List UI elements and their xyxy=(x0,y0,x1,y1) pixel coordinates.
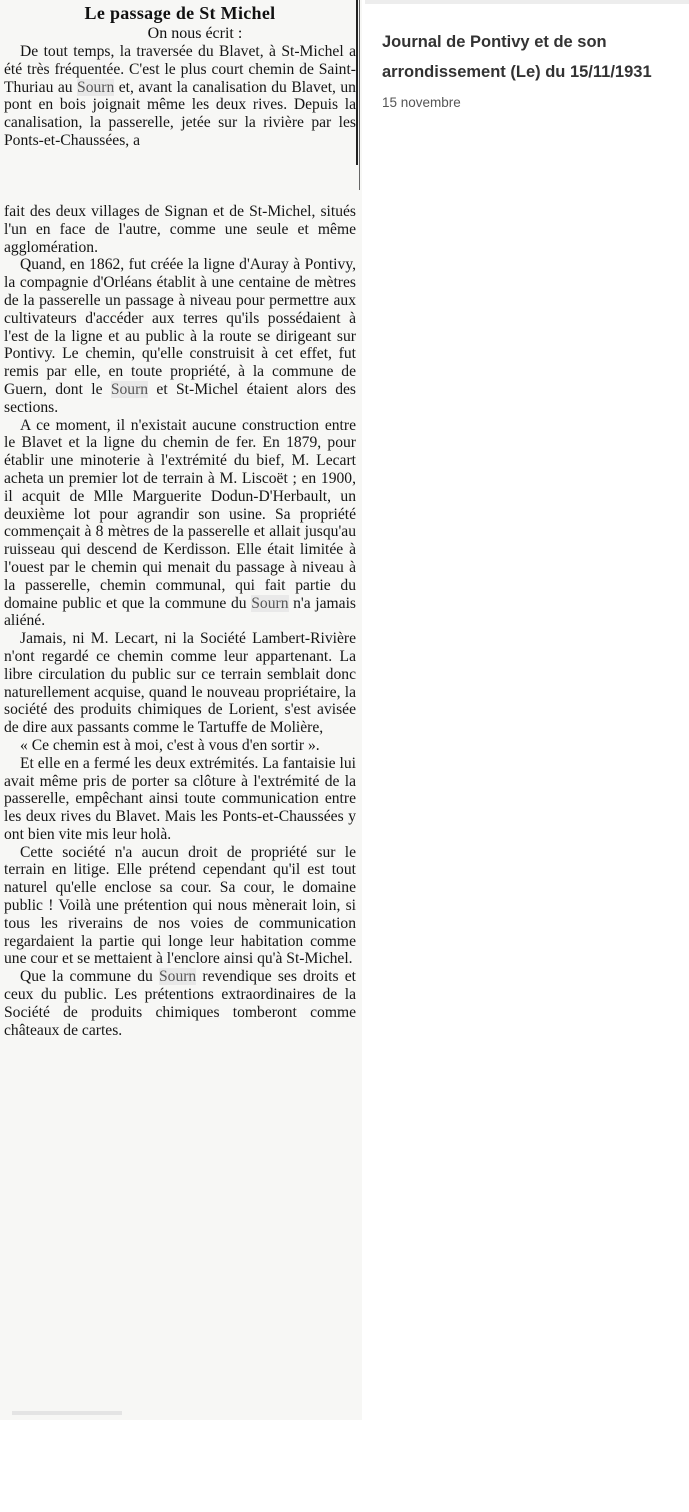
article-paragraph: Et elle en a fermé les deux extrémités. La fantaisie lui avait même pris de porter sa clôture à l'extrémité de la passerelle, empêchant ainsi toute communication entre les deux rives du Blavet. Mais les Ponts-et-Chaussées y ont bien vite mis leur holà. xyxy=(4,754,356,843)
clipping-column-bottom xyxy=(4,203,356,1403)
column-rule-thin xyxy=(359,0,360,190)
glossary-term[interactable]: Sourn xyxy=(251,594,289,612)
article-headline: Le passage de St Michel xyxy=(84,3,276,23)
article-quote: « Ce chemin est à moi, c'est à vous d'en sortir ». xyxy=(20,736,320,754)
newspaper-clipping xyxy=(0,0,362,1420)
scan-footer-mark xyxy=(12,1411,122,1415)
article-byline: On nous écrit : xyxy=(147,25,243,42)
article-paragraph: A ce moment, il n'existait aucune construction entre le Blavet et la ligne du chemin de fer. En 1879, pour établir une minoterie à l'extrémité du bief, M. Lecart acheta un premier lot de terrain à M. Liscoët ; en 1900, il acquit de Mlle Marguerite Dodun-D'Herbault, un deuxième lot pour agrandir son usine. Sa propriété commençait à 8 mètres de la passerelle et allait jusqu'au ruisseau qui descend de Kerdisson. Elle était limitée à l'ouest par le chemin qui menait du passage à niveau à la passerelle, chemin communal, qui fait partie du domaine public et que la commune du Sourn n'a jamais aliéné. xyxy=(4,416,356,630)
source-panel-topbar xyxy=(365,0,689,4)
article-paragraph: Jamais, ni M. Lecart, ni la Société Lambert-Rivière n'ont regardé ce chemin comme leur appartenant. La libre circulation du public sur ce terrain semblait donc naturellement acquise, quand le nouveau propriétaire, la société des produits chimiques de Lorient, s'est avisée de dire aux passants comme le Tartuffe de Molière, xyxy=(4,630,356,737)
column-rule xyxy=(356,0,358,165)
glossary-term[interactable]: Sourn xyxy=(158,968,197,986)
article-paragraph: fait des deux villages de Signan et de St-Michel, situés l'un en face de l'autre, comme une seule et même agglomération. xyxy=(4,203,356,256)
article-paragraph: De tout temps, la traversée du Blavet, à St-Michel a été très fréquentée. C'est le plus court chemin de Saint-Thuriau au Sourn et, avant la canalisation du Blavet, un pont en bois joignait même les deux rives. Depuis la canalisation, la passerelle, jetée sur la rivière par les Ponts-et-Chaussées, a xyxy=(4,43,356,149)
article-paragraph: Que la commune du Sourn revendique ses droits et ceux du public. Les prétentions extraordinaires de la Société de produits chimiques tomberont comme châteaux de cartes. xyxy=(4,968,356,1039)
source-title: Journal de Pontivy et de son arrondissement (Le) du 15/11/1931 xyxy=(382,33,652,81)
clipping-column-top xyxy=(4,0,356,195)
glossary-term[interactable]: Sourn xyxy=(77,78,115,96)
source-date: 15 novembre xyxy=(382,95,461,110)
glossary-term[interactable]: Sourn xyxy=(110,380,149,398)
article-paragraph: Cette société n'a aucun droit de propriété sur le terrain en litige. Elle prétend cependant qu'il est tout naturel qu'elle enclose sa cour. Sa cour, le domaine public ! Voilà une prétention qui nous mènerait loin, si tous les riverains de nos voies de communication regardaient la partie qui longe leur habitation comme une cour et se mettaient à l'enclore ainsi qu'à St-Michel. xyxy=(4,843,356,968)
source-panel xyxy=(365,0,689,198)
article-paragraph: Quand, en 1862, fut créée la ligne d'Auray à Pontivy, la compagnie d'Orléans établit à une centaine de mètres de la passerelle un passage à niveau pour permettre aux cultivateurs d'accéder aux terres qu'ils possédaient à l'est de la ligne et au public à la route se dirigeant sur Pontivy. Le chemin, qu'elle construisit à cet effet, fut remis par elle, en toute propriété, à la commune de Guern, dont le Sourn et St-Michel étaient alors des sections. xyxy=(4,256,356,416)
